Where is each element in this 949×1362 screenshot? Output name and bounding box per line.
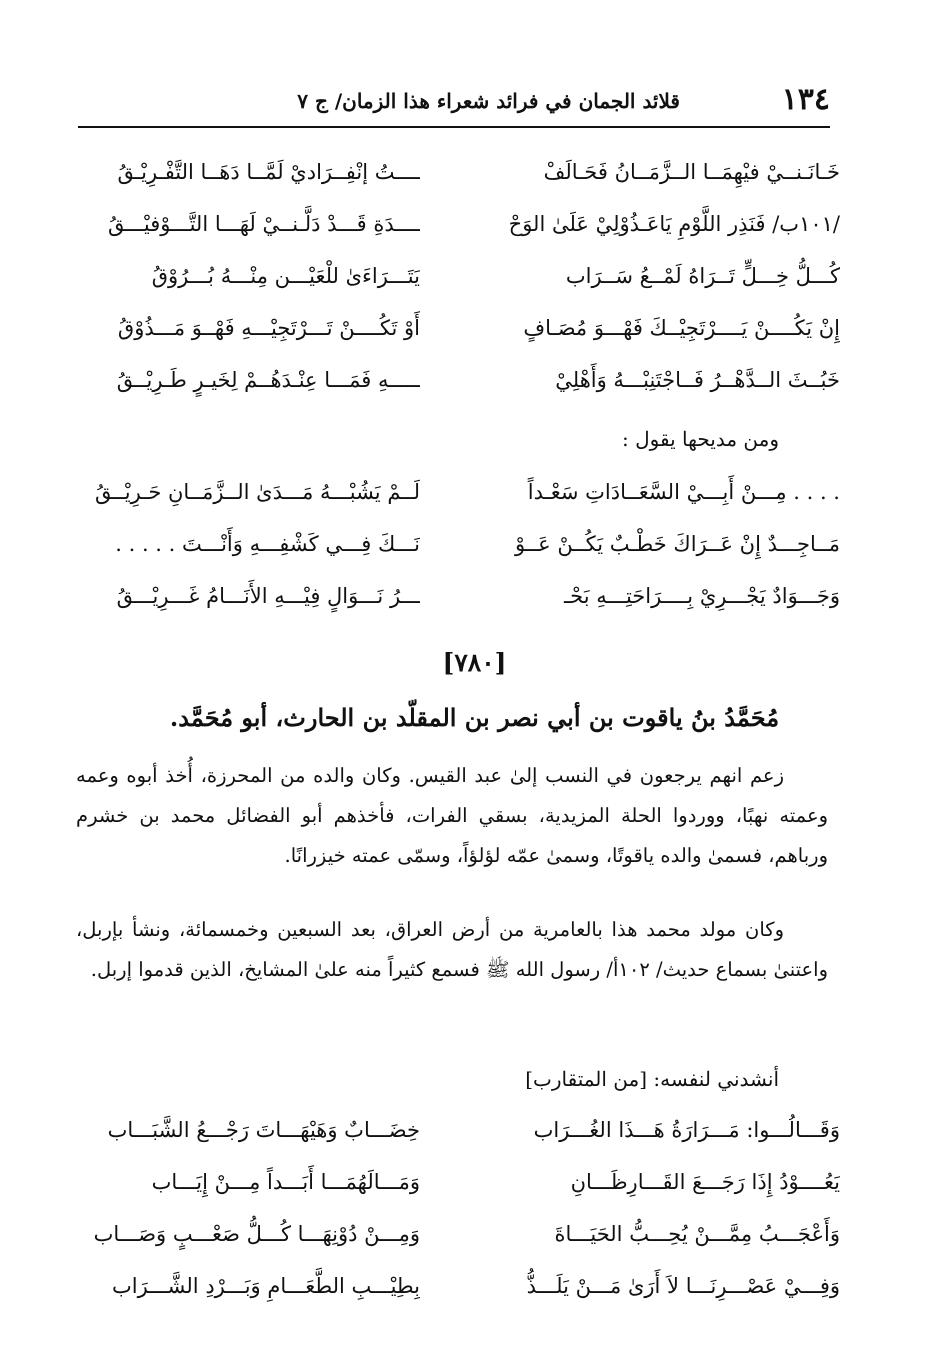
verse-first-hemistich: يَعُــــوْدُ إِذَا رَجَـــعَ القَـــارِظَـــانِ [570, 1170, 840, 1194]
verse-second-hemistich: ـــــهِ فَمَـــا عِنْـدَهُــمْ لِخَيـرٍ طَـرِيْــقُ [116, 368, 420, 392]
verse-first-hemistich: وَقَـــالُـــوا: مَـــرَارَةُ هَـــذَا الغُـــرَاب [533, 1118, 840, 1142]
verse-first-hemistich: إِنْ يَكُــــنْ يَــــرْتَجِيْــكَ فَهْـــوَ مُصَـافٍ [523, 316, 840, 340]
verse-second-hemistich: ـــرُ نَـــوَالٍ فِيْـــهِ الأَنَـــامُ غَـــرِيْـــقُ [116, 584, 420, 608]
poem-intro: أنشدني لنفسه: [من المتقارب] [525, 1067, 779, 1091]
verse-first-hemistich: مَــاجِـــدٌ إِنْ عَــرَاكَ خَطْـبٌ يَكُــنْ عَــوْ [514, 532, 840, 556]
verse-first-hemistich: خَـانَـنــيْ فيْهِمَــا الــزَّمَــانُ فَحَـالَفْ [543, 160, 840, 184]
poem-intro: ومن مديحها يقول : [622, 427, 779, 451]
verse-first-hemistich: /١٠١ب/ فَنَذِر اللَّوْمِ يَاعَـذُوْلِيْ عَلَىٰ الوَحْ [508, 212, 840, 236]
verse-second-hemistich: أَوْ تَكُــــنْ تَـــرْتَجِيْـــهِ فَهْــوَ مَـــذُوْقُ [117, 316, 420, 340]
verse [70, 1156, 840, 1208]
verse [70, 1208, 840, 1260]
poem-block-3 [70, 1104, 840, 1312]
verse-second-hemistich: وَمَـــالَهُمَـــا أَبَـــداً مِـــنْ إِيَـــاب [151, 1170, 420, 1194]
verse [70, 250, 840, 302]
verse [70, 1260, 840, 1312]
verse [70, 518, 840, 570]
verse-first-hemistich: وَفِـــيْ عَصْـــرِنَـــا لاَ أَرَىٰ مَـــنْ يَلَـــذُّ [526, 1274, 840, 1298]
verse [70, 302, 840, 354]
running-title: قلائد الجمان في فرائد شعراء هذا الزمان/ ج ٧ [297, 89, 680, 113]
verse-second-hemistich: ــــدَةِ قَـــدْ دَلَّـنــيْ لَهَـــا التَّـــوْفيْـــقُ [107, 212, 420, 236]
entry-number: [٧٨٠] [442, 648, 507, 677]
verse-second-hemistich: خِضَـــابٌ وَهَيْهَـــاتَ رَجْـــعُ الشَّبَـــاب [107, 1118, 420, 1142]
verse [70, 146, 840, 198]
verse-second-hemistich: ــــتُ إنْفِــرَاديْ لَمَّــا دَهَــا التَّفْـرِيْـقُ [117, 160, 420, 184]
verse [70, 1104, 840, 1156]
verse-first-hemistich: . . . . مِـــنْ أَبِـــيْ السَّعَــادَاتِ سَعْـداً [527, 480, 840, 504]
verse-second-hemistich: لَــمْ يَشُبْـــهُ مَـــدَىٰ الــزَّمَــانِ حَـرِيْــقُ [94, 480, 420, 504]
verse-second-hemistich: يَتَـــرَاءَىٰ للْعَيْـــن مِنْـــهُ بُـــرُوْقُ [151, 264, 420, 288]
running-head [78, 80, 830, 120]
header-rule [78, 126, 830, 128]
verse-second-hemistich: نَـــكَ فِـــي كَشْفِـــهِ وَأَنْـــتَ . . . . . [115, 532, 420, 556]
verse-second-hemistich: وَمِـــنْ دُوْنِهَـــا كُـــلُّ صَعْـــبٍ وَصَـــاب [93, 1222, 420, 1246]
poem-block-2 [70, 466, 840, 622]
biography-paragraph: وكان مولد محمد هذا بالعامرية من أرض العراق، بعد السبعين وخمسمائة، ونشأ بإربل، واعتنىٰ بسماع حديث/ ١٠٢أ/ رسول الله ﷺ فسمع كثيراً منه علىٰ المشايخ، الذين قدموا إربل. [76, 918, 828, 981]
verse-first-hemistich: وَجَـــوَادٌ يَجْـــرِيْ بِــــرَاحَتِـــهِ بَحْـ [564, 584, 840, 608]
verse-second-hemistich: بِطِيْـــبِ الطَّعَـــامِ وَبَـــرْدِ الشَّـــرَاب [112, 1274, 420, 1298]
verse [70, 570, 840, 622]
poem-block-1 [70, 146, 840, 406]
entry-title: مُحَمَّدُ بنُ ياقوت بن أبي نصر بن المقلّد بن الحارث، أبو مُحَمَّد. [169, 703, 780, 732]
biography-paragraph: زعم انهم يرجعون في النسب إلىٰ عبد القيس. وكان والده من المحرزة، أُخذ أبوه وعمه وعمته نهبًا، ووردوا الحلة المزيدية، بسقي الفرات، فأخذهم أبو الفضائل محمد بن خشرم ورباهم، فسمىٰ والده ياقوتًا، وسمىٰ عمّه لؤلؤاً، وسمّى عمته خيزرانًا. [76, 764, 828, 867]
verse [70, 466, 840, 518]
verse [70, 354, 840, 406]
verse-first-hemistich: كُـــلُّ خِـــلٍّ تَــرَاهُ لَمْــعُ سَــرَاب [565, 264, 840, 288]
page-number: ١٣٤ [781, 82, 830, 117]
verse-first-hemistich: خَبُــثَ الــدَّهْــرُ فَــاجْتَنِبْـــهُ وَأَهْلِيْ [555, 368, 840, 392]
verse-first-hemistich: وَأَعْجَـــبُ مِمَّـــنْ يُحِـــبُّ الحَيَـــاةَ [554, 1222, 840, 1246]
verse [70, 198, 840, 250]
